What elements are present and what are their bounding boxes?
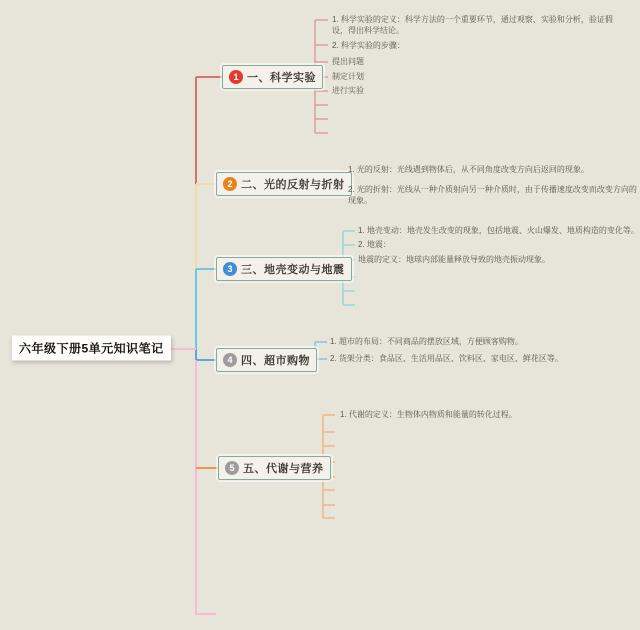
- note-science-steps[interactable]: 2. 科学实验的步骤：: [332, 41, 405, 50]
- note-supermarket-layout[interactable]: 1. 超市的布局：不同商品的摆放区域，方便顾客购物。: [330, 337, 523, 346]
- note-earthquake[interactable]: 2. 地震：: [358, 240, 391, 249]
- branch-number-badge: 3: [223, 262, 237, 276]
- branch-node-light-reflection[interactable]: [216, 172, 352, 196]
- note-science-definition[interactable]: 1. 科学实验的定义：科学方法的一个重要环节，通过观察、实验和分析，验证假设，得出科学结论。: [332, 15, 613, 35]
- branch-number-badge: 2: [223, 177, 237, 191]
- note-step-do-experiment[interactable]: 进行实验: [332, 86, 364, 95]
- branch-node-supermarket[interactable]: [216, 348, 317, 372]
- branch-label: 五、代谢与营养: [243, 463, 324, 475]
- branch-node-crust-earthquake[interactable]: [216, 257, 352, 281]
- note-shelf-categories[interactable]: 2. 货架分类：食品区、生活用品区、饮料区、家电区、鲜花区等。: [330, 354, 563, 363]
- branch-number-badge: 4: [223, 353, 237, 367]
- note-light-refraction[interactable]: 2. 光的折射：光线从一种介质射向另一种介质时，由于传播速度改变而改变方向的现象。: [348, 185, 637, 205]
- root-node[interactable]: 六年级下册5单元知识笔记: [12, 336, 171, 361]
- note-crust-movement[interactable]: 1. 地壳变动：地壳发生改变的现象，包括地震、火山爆发、地质构造的变化等。: [358, 226, 639, 235]
- note-metabolism-definition[interactable]: 1. 代谢的定义：生物体内物质和能量的转化过程。: [340, 410, 517, 419]
- branch-label: 二、光的反射与折射: [241, 179, 345, 191]
- note-step-ask-question[interactable]: 提出问题: [332, 57, 364, 66]
- branch-label: 四、超市购物: [241, 355, 310, 367]
- branch-label: 一、科学实验: [247, 72, 316, 84]
- branch-node-science-experiment[interactable]: [222, 65, 323, 89]
- note-light-reflection[interactable]: 1. 光的反射：光线遇到物体后，从不同角度改变方向后返回的现象。: [348, 165, 589, 174]
- note-earthquake-definition[interactable]: 地震的定义：地球内部能量释放导致的地壳振动现象。: [358, 255, 550, 264]
- note-step-make-plan[interactable]: 制定计划: [332, 72, 364, 81]
- branch-label: 三、地壳变动与地震: [241, 264, 345, 276]
- branch-node-metabolism[interactable]: [218, 456, 331, 480]
- branch-number-badge: 5: [225, 461, 239, 475]
- branch-number-badge: 1: [229, 70, 243, 84]
